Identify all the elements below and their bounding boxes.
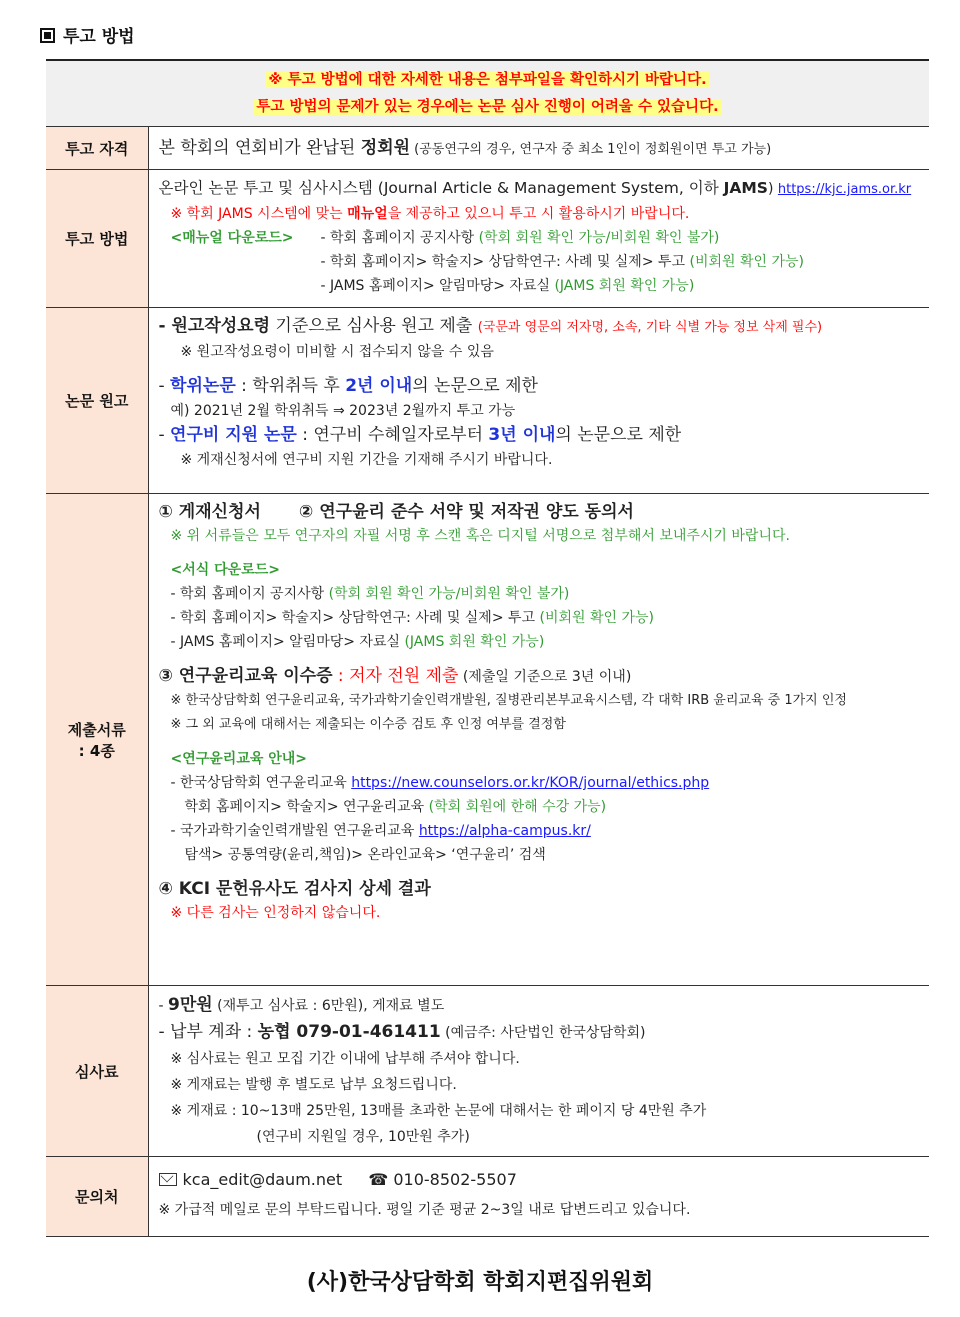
ethics-guide-label: <연구윤리교육 안내> xyxy=(170,751,308,767)
manuscript-header: 논문 원고 xyxy=(46,308,148,494)
notice-line-2: 투고 방법의 문제가 있는 경우에는 논문 심사 진행이 어려울 수 있습니다. xyxy=(256,99,719,115)
qualification-row: 투고 자격 본 학회의 연회비가 완납된 정회원 (공동연구의 경우, 연구자 중 최소 1인이 정회원이면 투고 가능) xyxy=(46,127,929,170)
list-item: - 학회 홈페이지 공지사항 (학회 회원 확인 가능/비회원 확인 불가) xyxy=(170,586,570,602)
doc-1: ① 게재신청서 xyxy=(158,502,261,522)
doc-3: ③ 연구윤리교육 이수증 xyxy=(158,666,333,686)
doc-4: ④ KCI 문헌유사도 검사지 상세 결과 xyxy=(158,879,431,899)
alpha-campus-link[interactable]: https://alpha-campus.kr/ xyxy=(418,823,591,839)
qualification-header: 투고 자격 xyxy=(46,127,148,170)
method-row: 투고 방법 온라인 논문 투고 및 심사시스템 (Journal Article & Management System, 이하 JAMS) https://kjc.jams.or.kr ※ 학회 JAMS 시스템에 맞는 매뉴얼을 제공하고 있으니 투고 시 활용하시기 바랍니다. <매뉴얼 다운로드> - 학회 홈페이지 공지사항 (학회 회원 확인 가능/비회원 확인 불가) - 학회 홈페이지> 학술지> 상담학연구: 사례 및 실제> 투고 (비회원 확인 가능) - JAMS 홈페이지> 알림마당> 자료실 (JAMS 회원 확인 가능) xyxy=(46,170,929,308)
form-download-label: <서식 다운로드> xyxy=(170,562,280,578)
bank-account: 농협 079-01-461411 xyxy=(257,1022,441,1042)
contact-email[interactable]: kca_edit@daum.net xyxy=(182,1170,343,1189)
notice-line-1: ※ 투고 방법에 대한 자세한 내용은 첨부파일을 확인하시기 바랍니다. xyxy=(268,72,707,88)
list-item: - JAMS 홈페이지> 알림마당> 자료실 (JAMS 회원 확인 가능) xyxy=(320,278,695,294)
list-item: - 학회 홈페이지 공지사항 (학회 회원 확인 가능/비회원 확인 불가) xyxy=(320,230,720,246)
member-type: 정회원 xyxy=(360,138,411,158)
contact-header: 문의처 xyxy=(46,1157,148,1237)
footer-title: (사)한국상담학회 학회지편집위원회 xyxy=(306,1270,654,1295)
list-item: - 학회 홈페이지> 학술지> 상담학연구: 사례 및 실제> 투고 (비회원 확인 가능) xyxy=(320,254,805,270)
documents-header: 제출서류 : 4종 xyxy=(46,494,148,986)
contact-row: 문의처 kca_edit@daum.net ☎ 010-8502-5507 ※ 가급적 메일로 문의 부탁드립니다. 평일 기준 평균 2~3일 내로 답변드리고 있습니다. xyxy=(46,1157,929,1237)
contact-phone: 010-8502-5507 xyxy=(393,1170,517,1189)
list-item: - 학회 홈페이지> 학술지> 상담학연구: 사례 및 실제> 투고 (비회원 확인 가능) xyxy=(170,610,655,626)
manual-download-label: <매뉴얼 다운로드> xyxy=(170,230,294,246)
phone-icon: ☎ xyxy=(368,1170,389,1189)
documents-row: 제출서류 : 4종 ① 게재신청서 ② 연구윤리 준수 서약 및 저작권 양도 동의서 ※ 위 서류들은 모두 연구자의 자필 서명 후 스캔 혹은 디지털 서명으로 첨부해서 보내주시기 바랍니다. <서식 다운로드> - 학회 홈페이지 공지사항 (학회 회원 확인 가능/비회원 확인 불가) - 학회 홈페이지> 학술지> 상담학연구: 사례 및 실제> 투고 (비회원 확인 가능) - JAMS 홈페이지> 알림마당> 자료실 (JAMS 회원 확인 가능) ③ 연구윤리교육 이수증 : 저자 전원 제출 (제출일 기준으로 3년 이내) ※ 한국상담학회 연구윤리교육, 국가과학기술인력개발원, 질병관리본부교육시스템, 각 대학 IRB 윤리교육 중 1가지 인정 ※ 그 외 교육에 대해서는 제출되는 이수증 검토 후 인정 여부를 결정함 <연구윤리교육 안내> - 한국상담학회 연구윤리교육 https://new.counselors.or.kr/KOR/journal/ethics.php 학회 홈페이지> 학술지> 연구윤리교육 (학회 회원에 한해 수강 가능) - 국가과학기술인력개발원 연구윤리교육 https://alpha-campus.kr/ 탐색> 공통역량(윤리,책임)> 온라인교육> ‘연구윤리’ 검색 ④ KCI 문헌유사도 검사지 상세 결과 ※ 다른 검사는 인정하지 않습니다. xyxy=(46,494,929,986)
jams-link[interactable]: https://kjc.jams.or.kr xyxy=(777,182,912,197)
kca-ethics-link[interactable]: https://new.counselors.or.kr/KOR/journal/ethics.php xyxy=(351,775,710,791)
mail-icon xyxy=(159,1173,177,1186)
fee-row: 심사료 - 9만원 (재투고 심사료 : 6만원), 게재료 별도 - 납부 계좌 : 농협 079-01-461411 (예금주: 사단법인 한국상담학회) ※ 심사료는 원고 모집 기간 이내에 납부해 주셔야 합니다. ※ 게재료는 발행 후 별도로 납부 요청드립니다. ※ 게재료 : 10~13매 25만원, 13매를 초과한 논문에 대해서는 한 페이지 당 4만원 추가 (연구비 지원일 경우, 10만원 추가) xyxy=(46,986,929,1157)
doc-2: ② 연구윤리 준수 서약 및 저작권 양도 동의서 xyxy=(298,502,634,522)
manual-list xyxy=(321,226,805,298)
manuscript-row: 논문 원고 - 원고작성요령 기준으로 심사용 원고 제출 (국문과 영문의 저자명, 소속, 기타 식별 가능 정보 삭제 필수) ※ 원고작성요령이 미비할 시 접수되지 않을 수 있음 - 학위논문 : 학위취득 후 2년 이내의 논문으로 제한 예) 2021년 2월 학위취득 ⇒ 2023년 2월까지 투고 가능 - 연구비 지원 논문 : 연구비 수혜일자로부터 3년 이내의 논문으로 제한 ※ 게재신청서에 연구비 지원 기간을 기재해 주시기 바랍니다. xyxy=(46,308,929,494)
method-header: 투고 방법 xyxy=(46,170,148,308)
square-bullet-icon xyxy=(40,28,55,43)
section-heading: 투고 방법 xyxy=(40,22,135,47)
fee-header: 심사료 xyxy=(46,986,148,1157)
list-item: - JAMS 홈페이지> 알림마당> 자료실 (JAMS 회원 확인 가능) xyxy=(170,634,545,650)
submission-table xyxy=(46,59,929,1237)
notice-row xyxy=(46,60,929,127)
